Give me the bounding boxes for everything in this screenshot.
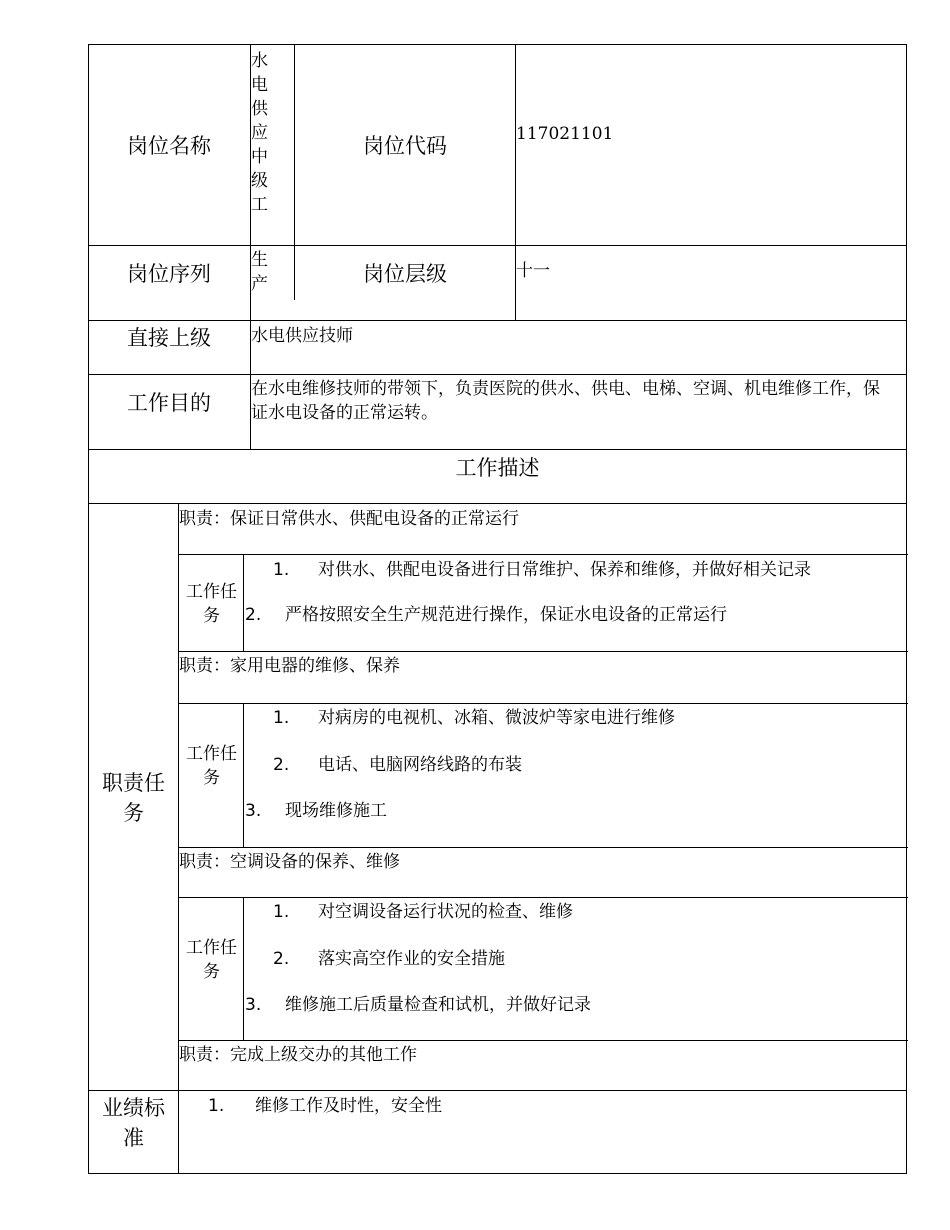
position-level-value: 十一 (516, 261, 550, 281)
supervisor-cell (250, 321, 907, 375)
position-name-label: 岗位名称 (127, 133, 211, 158)
purpose-label: 工作目的 (127, 390, 211, 415)
position-level-label: 岗位层级 (294, 246, 515, 300)
duty-title: 职责：家用电器的维修、保养 (179, 656, 400, 676)
duties-body (178, 504, 907, 1091)
duty-tasks-block (179, 703, 908, 848)
performance-list (178, 1091, 907, 1174)
task-number: 1. (273, 708, 290, 728)
duty-tasks-block (179, 897, 908, 1041)
task-text: 对病房的电视机、冰箱、微波炉等家电进行维修 (318, 708, 675, 728)
row-purpose (88, 374, 907, 450)
task-label-cell (179, 898, 244, 1041)
task-item (245, 993, 591, 1017)
duty-title: 职责：空调设备的保养、维修 (179, 852, 400, 872)
supervisor-label: 直接上级 (127, 326, 211, 350)
task-label-cell (179, 704, 244, 848)
task-text: 严格按照安全生产规范进行操作，保证水电设备的正常运行 (285, 605, 727, 625)
task-number: 2. (273, 949, 290, 969)
task-item (273, 753, 522, 777)
description-title: 工作描述 (455, 456, 540, 480)
purpose-cell (250, 375, 907, 449)
performance-label: 业绩标准 (102, 1096, 165, 1150)
task-label-cell (179, 555, 244, 652)
row-description-title (88, 449, 907, 505)
position-series-cell (250, 246, 294, 321)
task-text: 对供水、供配电设备进行日常维护、保养和维修，并做好相关记录 (318, 560, 811, 580)
position-code-label: 岗位代码 (294, 44, 515, 245)
task-item (245, 799, 387, 823)
task-item (273, 706, 675, 730)
row-position-name (88, 44, 907, 245)
purpose-value: 在水电维修技师的带领下，负责医院的供水、供电、电梯、空调、机电维修工作，保证水电设备的正常运转。 (251, 379, 880, 423)
task-text: 现场维修施工 (285, 801, 387, 821)
position-series-value: 生产 (251, 250, 268, 292)
duty-title-row (179, 651, 908, 704)
supervisor-value: 水电供应技师 (251, 326, 353, 346)
position-name-value: 水电供应中级工 (251, 51, 268, 215)
row-supervisor (88, 320, 907, 376)
task-text: 落实高空作业的安全措施 (318, 949, 505, 969)
task-item (273, 900, 573, 924)
task-number: 3. (245, 995, 262, 1015)
duty-tasks-block (179, 554, 908, 652)
duty-title-row (179, 1040, 908, 1091)
task-number: 2. (245, 605, 262, 625)
position-code-value: 117021101 (516, 124, 614, 144)
task-number: 3. (245, 801, 262, 821)
position-series-label: 岗位序列 (127, 262, 211, 286)
duties-section (88, 503, 907, 1091)
task-label: 工作任务 (186, 581, 237, 626)
task-number: 1. (273, 902, 290, 922)
task-list (243, 555, 908, 652)
duty-title: 职责：保证日常供水、供配电设备的正常运行 (179, 509, 519, 529)
duty-title: 职责：完成上级交办的其他工作 (179, 1045, 417, 1065)
task-number: 2. (273, 755, 290, 775)
task-item (245, 603, 727, 627)
task-number: 1. (273, 560, 290, 580)
performance-item (208, 1094, 442, 1118)
position-name-cell (250, 44, 294, 245)
position-level-cell (515, 246, 907, 321)
task-list (243, 898, 908, 1041)
duties-label-cell (88, 504, 179, 1091)
task-text: 对空调设备运行状况的检查、维修 (318, 902, 573, 922)
task-label: 工作任务 (186, 937, 237, 982)
task-item (273, 558, 811, 582)
task-label: 工作任务 (186, 744, 237, 788)
task-list (243, 704, 908, 848)
task-text: 电话、电脑网络线路的布装 (318, 755, 522, 775)
performance-number: 1. (208, 1096, 225, 1116)
performance-label-cell (88, 1091, 179, 1175)
row-performance (88, 1090, 907, 1175)
position-code-cell (515, 44, 907, 245)
duties-label: 职责任务 (102, 770, 165, 825)
task-item (273, 947, 505, 971)
row-position-series (88, 245, 907, 322)
performance-text: 维修工作及时性，安全性 (255, 1096, 442, 1116)
task-text: 维修施工后质量检查和试机，并做好记录 (285, 995, 591, 1015)
duty-title-row (179, 847, 908, 898)
